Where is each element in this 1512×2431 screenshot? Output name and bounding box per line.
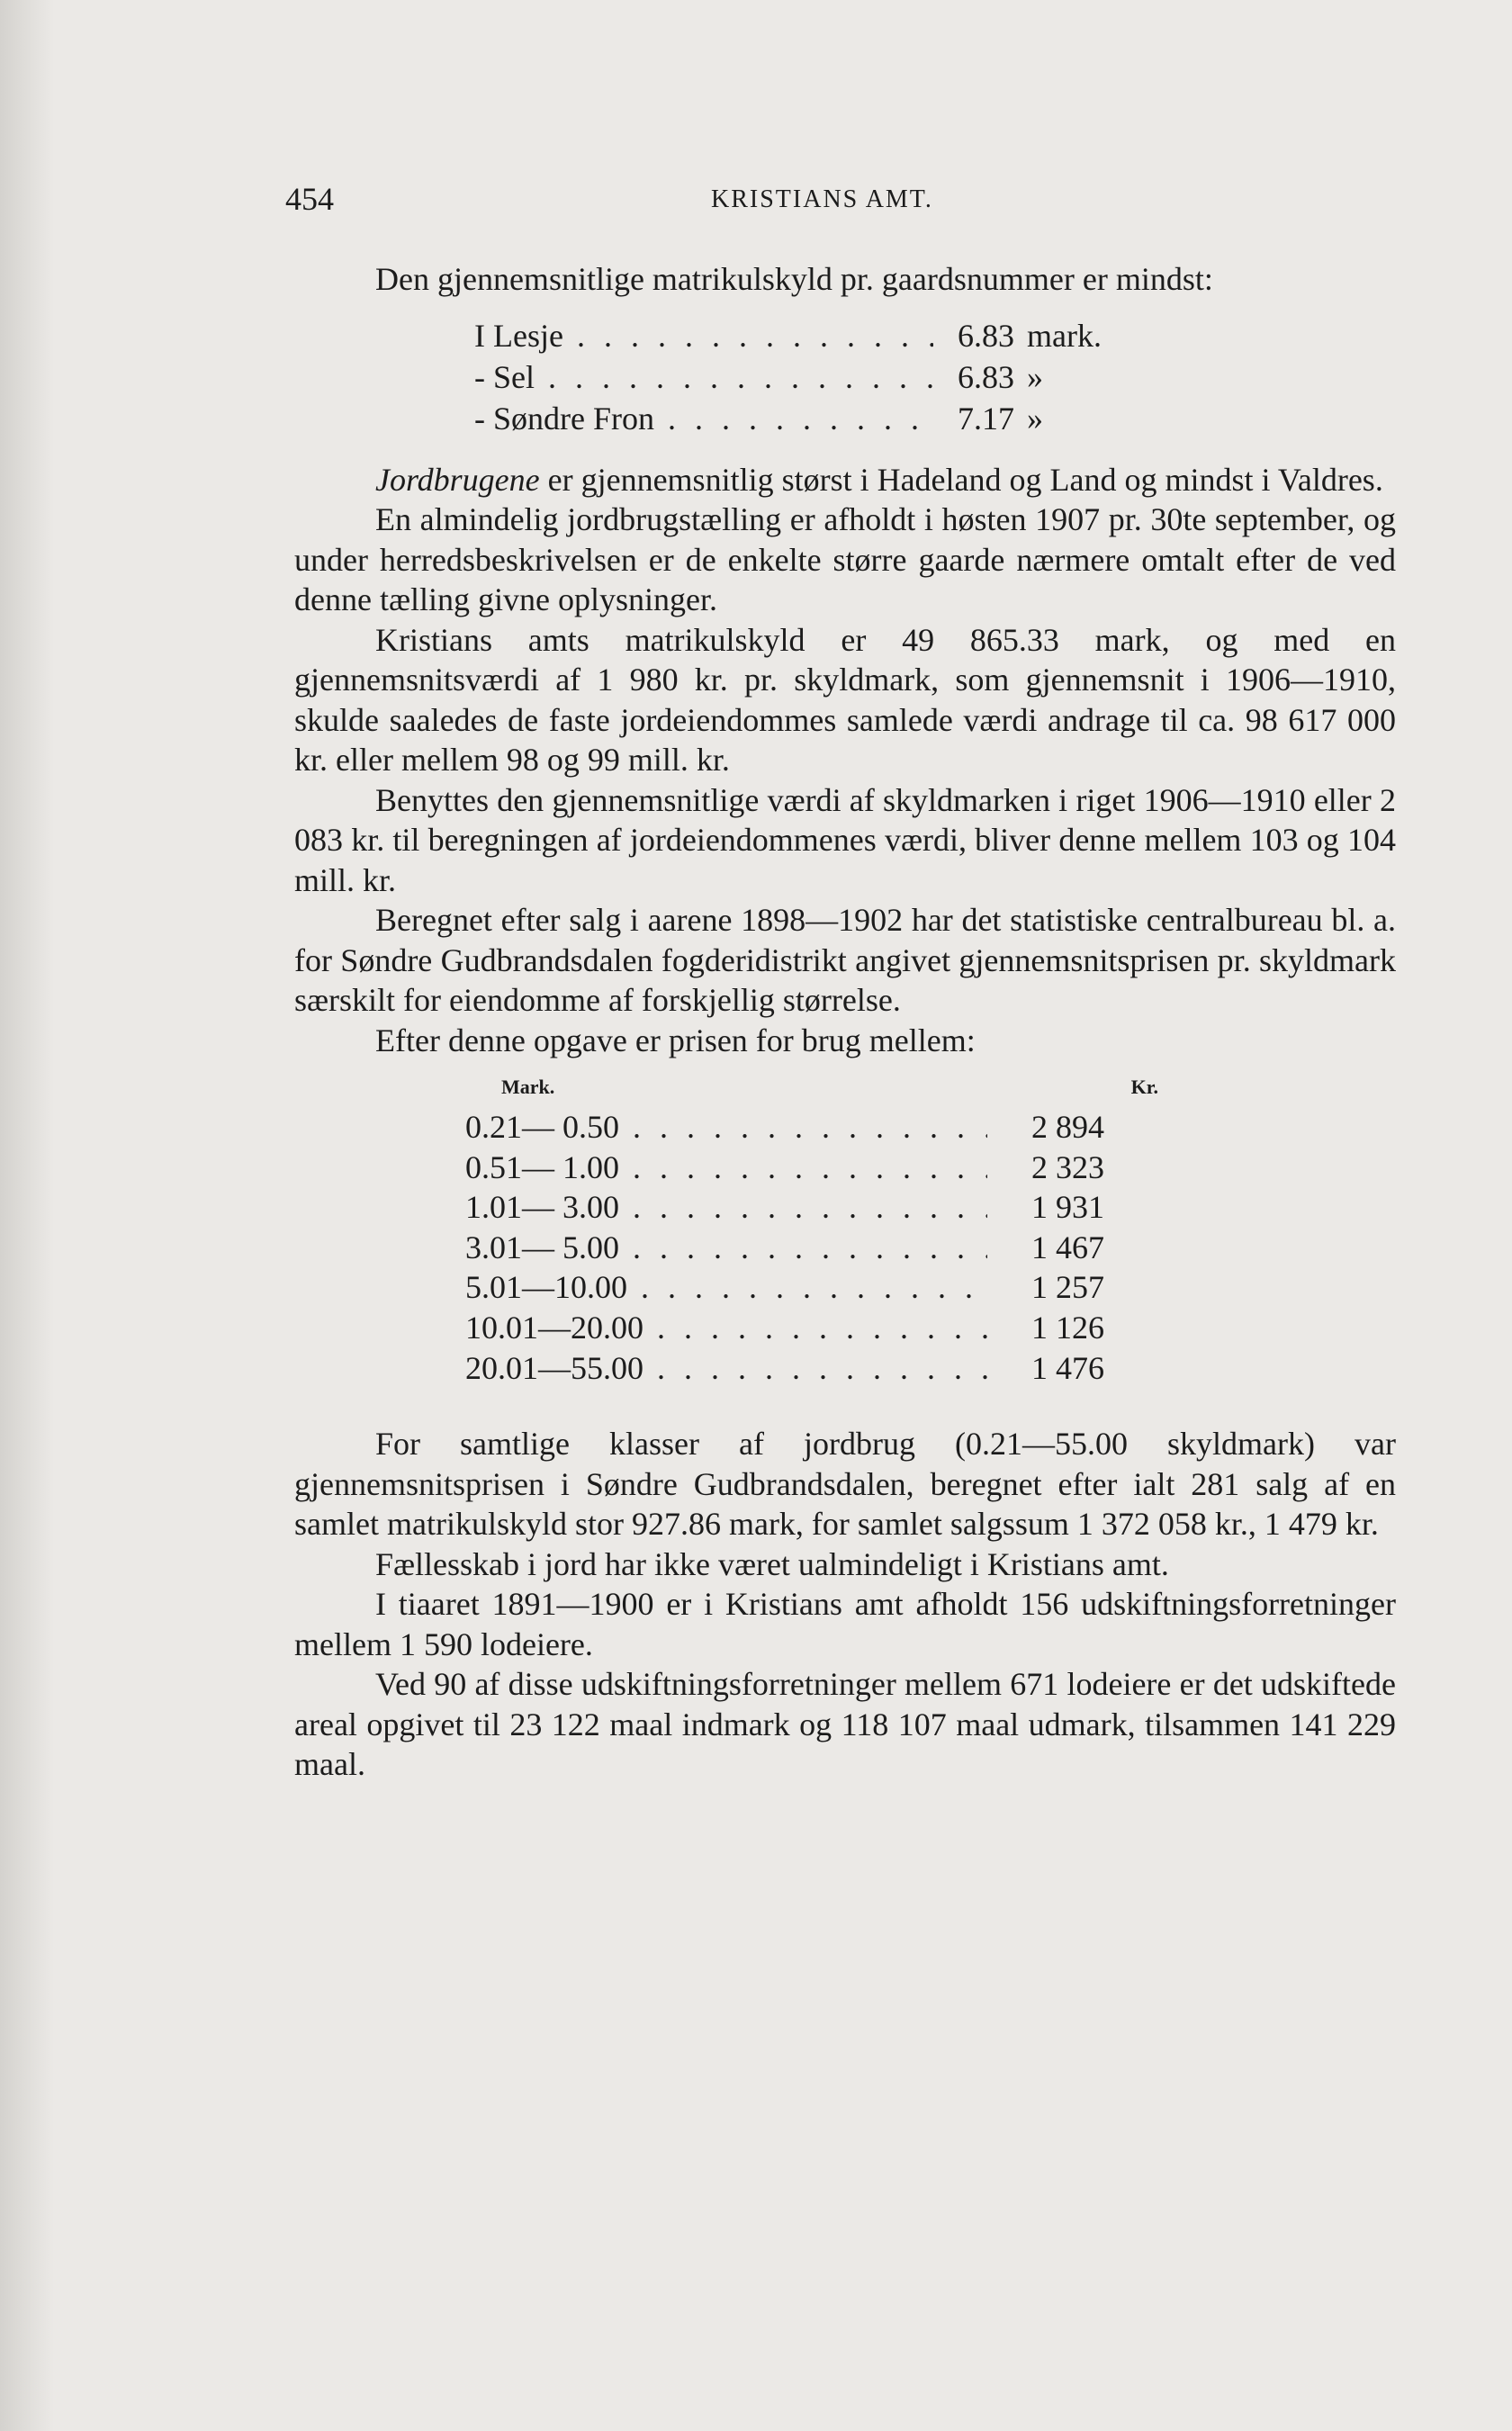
paragraph-riget-value: Benyttes den gjennemsnitlige værdi af skyldmarken i riget 1906—1910 eller 2 083 kr. til beregningen af jordeiendommenes værdi, bliver denne mellem 103 og 104 mill. kr. <box>294 781 1396 898</box>
table-cell-kr: 2 323 <box>1031 1148 1104 1185</box>
table-cell-range: 5.01—10.00 . . . <box>465 1267 987 1308</box>
table-row <box>294 1308 1396 1348</box>
table-cell-range: 3.01— 5.00 . . . <box>465 1228 987 1268</box>
running-head: KRISTIANS AMT. <box>711 185 933 213</box>
table-cell-range: 10.01—20.00 . . . <box>465 1308 987 1348</box>
table-cell-kr: 1 126 <box>1031 1309 1104 1346</box>
table-cell-kr: 2 894 <box>1031 1109 1104 1145</box>
table-row <box>294 1148 1396 1188</box>
list-item-value: 7.17 <box>958 400 1014 437</box>
table-row <box>294 1107 1396 1148</box>
table-cell-kr: 1 931 <box>1031 1189 1104 1226</box>
list-item-value: 6.83 <box>958 317 1014 354</box>
table-cell-range: 1.01— 3.00 . . . <box>465 1187 987 1228</box>
table-row <box>294 1187 1396 1228</box>
table-cell-range: 0.51— 1.00 . . . <box>465 1148 987 1188</box>
list-item-unit: mark. <box>1027 317 1102 354</box>
paragraph-matrikulskyld-value: Kristians amts matrikulskyld er 49 865.33 mark, og med en gjennemsnitsværdi af 1 980 kr. pr. skyldmark, som gjennemsnit i 1906—1910, skulde saaledes de faste jordeiendommes samlede værdi andrage til ca. 98 617 000 kr. eller mellem 98 og 99 mill. kr. <box>294 621 1396 778</box>
paragraph-min-matrikulskyld: Den gjennemsnitlige matrikulskyld pr. gaardsnummer er mindst: <box>375 261 1213 297</box>
paragraph-samtlige-klasser: For samtlige klasser af jordbrug (0.21—55.00 skyldmark) var gjennemsnitsprisen i Søndre Gudbrandsdalen, beregnet efter ialt 281 salg af en samlet matrikulskyld stor 927.86 mark, for samlet salgssum 1 372 058 kr., 1 479 kr. <box>294 1426 1396 1543</box>
column-header-kr: Kr. <box>1130 1075 1158 1098</box>
paragraph-prisen-intro: Efter denne opgave er prisen for brug mellem: <box>375 1022 976 1058</box>
table-cell-kr: 1 476 <box>1031 1349 1104 1386</box>
price-table <box>294 1076 1396 1388</box>
paragraph-jordbrugene <box>294 460 1396 500</box>
table-row <box>294 1348 1396 1389</box>
list-item <box>294 399 1396 440</box>
table-row <box>294 1267 1396 1308</box>
table-cell-kr: 1 257 <box>1031 1269 1104 1306</box>
paragraph-faellesskab: Fællesskab i jord har ikke været ualmindeligt i Kristians amt. <box>375 1545 1169 1582</box>
paragraph-rest: er gjennemsnitlig størst i Hadeland og Land og mindst i Valdres. <box>539 461 1383 498</box>
list-item-place: - Søndre Fron . . . <box>474 399 933 439</box>
paragraph-udskiftning-areal: Ved 90 af disse udskiftningsforretninger mellem 671 lodeiere er det udskiftede areal opgivet til 23 122 maal indmark og 118 107 maal udmark, tilsammen 141 229 maal. <box>294 1666 1396 1783</box>
list-item-unit: » <box>1027 358 1043 395</box>
list-item <box>294 316 1396 357</box>
paragraph-jordbrugstaelling: En almindelig jordbrugstælling er afholdt i høsten 1907 pr. 30te september, og under herredsbeskrivelsen er de enkelte større gaarde nærmere omtalt efter de ved denne tælling givne oplysninger. <box>294 501 1396 617</box>
price-table-header <box>294 1076 1396 1107</box>
page-edge-shadow <box>0 0 54 2431</box>
list-item-place: I Lesje . . . <box>474 316 933 356</box>
page-header <box>0 180 1512 234</box>
table-cell-range: 0.21— 0.50 . . . <box>465 1107 987 1148</box>
list-item-place: - Sel . . . <box>474 357 933 398</box>
paragraph-tiaaret: I tiaaret 1891—1900 er i Kristians amt afholdt 156 udskiftningsforretninger mellem 1 590 lodeiere. <box>294 1586 1396 1662</box>
table-cell-range: 20.01—55.00 . . . <box>465 1348 987 1389</box>
municipality-list <box>294 316 1396 440</box>
page-number: 454 <box>285 181 334 217</box>
body-text <box>294 259 1396 1785</box>
list-item-unit: » <box>1027 400 1043 437</box>
paragraph-centralbureau: Beregnet efter salg i aarene 1898—1902 har det statistiske centralbureau bl. a. for Søndre Gudbrandsdalen fogderidistrikt angivet gjennemsnitsprisen pr. skyldmark særskilt for eiendomme af forskjellig størrelse. <box>294 902 1396 1018</box>
italic-term: Jordbrugene <box>375 461 540 498</box>
column-header-mark: Mark. <box>501 1075 555 1098</box>
list-item-value: 6.83 <box>958 358 1014 395</box>
table-row <box>294 1228 1396 1268</box>
table-cell-kr: 1 467 <box>1031 1229 1104 1265</box>
list-item <box>294 357 1396 399</box>
